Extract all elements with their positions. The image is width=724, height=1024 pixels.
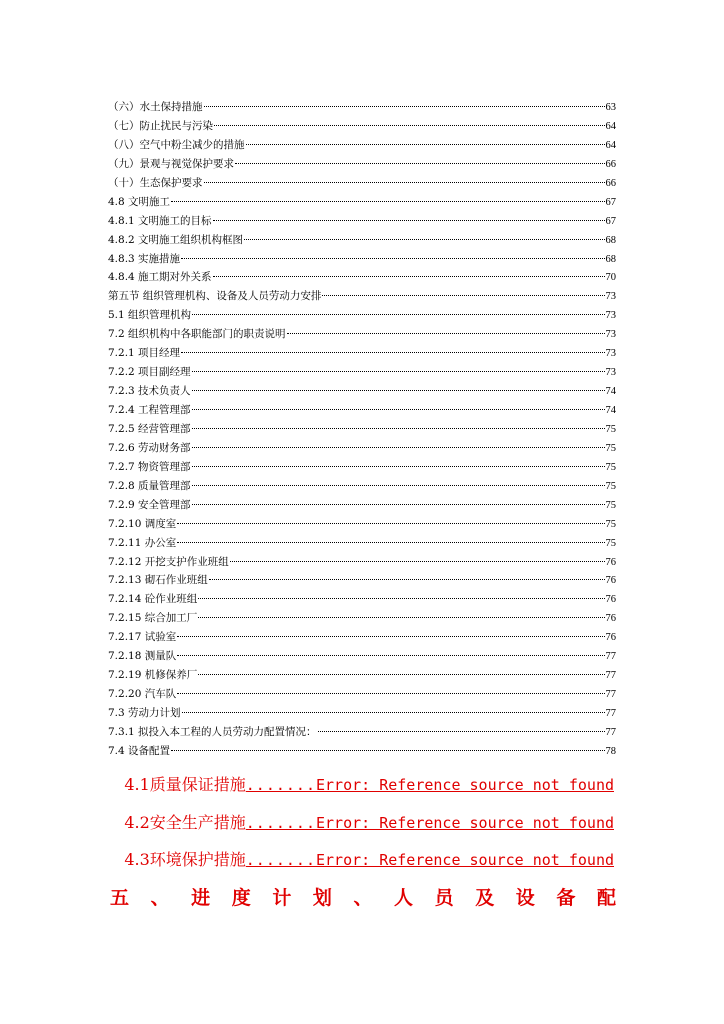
heading-char: 备 <box>556 887 576 909</box>
toc-dot-leader <box>182 712 605 713</box>
toc-entry-page-number: 73 <box>605 367 616 379</box>
toc-entry-page-number: 77 <box>605 670 616 682</box>
toc-entry-page-number: 67 <box>605 196 616 208</box>
toc-dot-leader <box>177 655 604 656</box>
toc-dot-leader <box>198 598 604 599</box>
toc-dot-leader <box>204 182 605 183</box>
toc-dot-leader <box>177 693 604 694</box>
toc-dot-leader <box>177 636 604 637</box>
heading-char: 设 <box>515 887 535 909</box>
toc-entry[interactable] <box>108 723 616 742</box>
toc-entry[interactable] <box>108 420 616 439</box>
toc-dot-leader <box>318 731 605 732</box>
toc-dot-leader <box>244 239 604 240</box>
error-entry-dots: ....... <box>245 814 316 832</box>
toc-entry[interactable] <box>108 363 616 382</box>
toc-entry[interactable] <box>108 250 616 269</box>
toc-dot-leader <box>213 276 605 277</box>
toc-entry-page-number: 75 <box>605 423 616 435</box>
toc-entry[interactable] <box>108 98 616 117</box>
toc-entry[interactable] <box>108 742 616 761</box>
toc-entry-page-number: 63 <box>605 102 616 113</box>
toc-entry[interactable] <box>108 287 616 306</box>
toc-dot-leader <box>322 295 604 296</box>
toc-entry-label: 7.2.18 测量队 <box>108 650 177 663</box>
toc-dot-leader <box>192 485 605 486</box>
toc-entry-label: 7.2.8 质量管理部 <box>108 479 191 492</box>
heading-char: 进 <box>191 887 211 909</box>
toc-entry-label: 7.2.20 汽车队 <box>108 688 177 701</box>
toc-entry[interactable] <box>108 704 616 723</box>
toc-entry-label: 7.2.1 项目经理 <box>108 347 181 360</box>
error-entry-dots: ....... <box>245 851 316 869</box>
toc-entry-page-number: 67 <box>605 215 616 227</box>
toc-entry[interactable] <box>108 666 616 685</box>
toc-entry-label: 7.2.2 项目副经理 <box>108 366 191 379</box>
toc-entry-label: 4.8.4 施工期对外关系 <box>108 271 212 284</box>
toc-entry-page-number: 76 <box>605 632 616 644</box>
toc-entry-label: 4.8.1 文明施工的目标 <box>108 214 212 227</box>
toc-entry-label: 7.3 劳动力计划 <box>108 707 181 719</box>
toc-dot-leader <box>192 504 605 505</box>
toc-entry[interactable] <box>108 174 616 193</box>
toc-dot-leader <box>287 333 605 334</box>
toc-entry[interactable] <box>108 647 616 666</box>
toc-dot-leader <box>198 674 604 675</box>
toc-entry-label: 4.8 文明施工 <box>108 195 171 208</box>
toc-entry[interactable] <box>108 571 616 590</box>
toc-entry[interactable] <box>108 590 616 609</box>
toc-entry[interactable] <box>108 325 616 344</box>
toc-entry-label: 7.2.14 砼作业班组 <box>108 593 198 606</box>
toc-entry-label: （六）水土保持措施 <box>108 101 203 113</box>
toc-entry-page-number: 64 <box>605 120 616 132</box>
toc-entry[interactable] <box>108 212 616 231</box>
toc-entry-page-number: 75 <box>605 499 616 511</box>
toc-dot-leader <box>177 523 604 524</box>
toc-error-entry-quality[interactable] <box>124 772 614 795</box>
toc-dot-leader <box>192 466 605 467</box>
toc-dot-leader <box>177 542 604 543</box>
toc-entry-page-number: 76 <box>605 594 616 606</box>
toc-dot-leader <box>230 561 605 562</box>
toc-entry-label: 7.3.1 拟投入本工程的人员劳动力配置情况： <box>108 725 317 738</box>
toc-entry[interactable] <box>108 344 616 363</box>
toc-dot-leader <box>192 409 605 410</box>
toc-error-entry-environment[interactable] <box>124 847 614 870</box>
toc-dot-leader <box>246 144 605 145</box>
toc-entry[interactable] <box>108 193 616 212</box>
heading-char: 及 <box>475 887 495 909</box>
section-heading <box>110 883 616 910</box>
toc-entry-label: （九）景观与视觉保护要求 <box>108 157 234 170</box>
toc-entry-page-number: 68 <box>605 234 616 246</box>
toc-entry-page-number: 75 <box>605 480 616 492</box>
toc-entry-label: 7.2.7 物资管理部 <box>108 460 191 473</box>
toc-entry[interactable] <box>108 496 616 515</box>
toc-entry-label: 7.2.13 砌石作业班组 <box>108 574 208 587</box>
toc-entry-label: 7.2.15 综合加工厂 <box>108 612 198 625</box>
toc-entry[interactable] <box>108 534 616 553</box>
toc-entry[interactable] <box>108 136 616 155</box>
toc-entry-label: 第五节 组织管理机构、设备及人员劳动力安排 <box>108 290 322 303</box>
heading-char: 度 <box>231 887 251 909</box>
toc-entry[interactable] <box>108 306 616 325</box>
toc-entry[interactable] <box>108 515 616 534</box>
toc-error-entry-safety[interactable] <box>124 810 614 833</box>
toc-entry-label: 7.2.3 技术负责人 <box>108 385 191 398</box>
heading-char: 划 <box>312 887 332 909</box>
heading-char: 人 <box>394 887 414 909</box>
toc-entry[interactable] <box>108 628 616 647</box>
toc-entry[interactable] <box>108 231 616 250</box>
toc-entry[interactable] <box>108 117 616 136</box>
toc-dot-leader <box>213 220 605 221</box>
toc-dot-leader <box>204 106 605 107</box>
toc-entry-label: 7.2.17 试验室 <box>108 631 177 644</box>
toc-entry-page-number: 73 <box>605 348 616 360</box>
toc-entry-page-number: 74 <box>605 386 616 398</box>
toc-entry-page-number: 64 <box>605 139 616 151</box>
toc-entry-page-number: 75 <box>605 537 616 549</box>
toc-dot-leader <box>198 617 604 618</box>
toc-dot-leader <box>181 258 604 259</box>
toc-entry-label: 7.2 组织机构中各职能部门的职责说明 <box>108 328 286 341</box>
toc-dot-leader <box>235 163 605 164</box>
toc-dot-leader <box>192 428 605 429</box>
toc-dot-leader <box>171 201 604 202</box>
toc-entry-page-number: 73 <box>605 329 616 341</box>
toc-entry-page-number: 66 <box>605 158 616 170</box>
toc-entry-page-number: 70 <box>605 272 616 284</box>
toc-entry-page-number: 76 <box>605 575 616 587</box>
toc-entry-page-number: 74 <box>605 405 616 416</box>
error-entry-title: 4.1质量保证措施 <box>124 775 246 794</box>
toc-dot-leader <box>171 750 604 751</box>
toc-entry-page-number: 78 <box>605 745 616 757</box>
toc-dot-leader <box>192 371 605 372</box>
toc-entry-page-number: 73 <box>605 310 616 322</box>
heading-char: 配 <box>596 887 616 909</box>
toc-entry-page-number: 76 <box>605 556 616 568</box>
toc-entry-page-number: 77 <box>605 689 616 701</box>
toc-entry-label: 4.8.3 实施措施 <box>108 252 181 265</box>
toc-entry[interactable] <box>108 439 616 458</box>
error-entry-message: Error: Reference source not found <box>315 776 614 794</box>
error-entry-title: 4.3环境保护措施 <box>124 850 246 869</box>
toc-dot-leader <box>181 352 604 353</box>
toc-entry-label: （八）空气中粉尘减少的措施 <box>108 138 245 151</box>
toc-entry-label: 7.2.10 调度室 <box>108 517 177 530</box>
toc-entry[interactable] <box>108 155 616 174</box>
toc-entry-page-number: 75 <box>605 518 616 530</box>
toc-entry-label: （七）防止扰民与污染 <box>108 119 213 132</box>
toc-entry-page-number: 75 <box>605 442 616 454</box>
toc-dot-leader <box>192 447 605 448</box>
toc-entry-page-number: 77 <box>605 651 616 663</box>
toc-entry[interactable] <box>108 401 616 420</box>
toc-entry[interactable] <box>108 382 616 401</box>
toc-entry-label: 7.2.19 机修保养厂 <box>108 669 198 682</box>
error-entry-message: Error: Reference source not found <box>315 851 614 869</box>
toc-entry-label: 7.2.11 办公室 <box>108 536 177 549</box>
toc-entry-label: 7.2.5 经营管理部 <box>108 422 191 435</box>
heading-char: 五 <box>110 887 130 909</box>
toc-entry[interactable] <box>108 458 616 477</box>
toc-entry[interactable] <box>108 268 616 287</box>
toc-dot-leader <box>209 579 605 580</box>
toc-entry-label: （十）生态保护要求 <box>108 176 203 189</box>
toc-entry-label: 5.1 组织管理机构 <box>108 309 192 322</box>
heading-char: 计 <box>272 887 292 909</box>
toc-entry-page-number: 76 <box>605 613 616 625</box>
toc-entry[interactable] <box>108 477 616 496</box>
toc-entry-page-number: 68 <box>605 253 616 265</box>
toc-entry-label: 4.8.2 文明施工组织机构框图 <box>108 233 244 246</box>
toc-entry-page-number: 73 <box>605 291 616 303</box>
error-entry-dots: ....... <box>245 776 316 794</box>
toc-entry-label: 7.2.12 开挖支护作业班组 <box>108 555 229 568</box>
heading-char: 、 <box>150 887 170 909</box>
toc-entry-page-number: 75 <box>605 461 616 473</box>
toc-entry-page-number: 66 <box>605 177 616 189</box>
toc-entry-page-number: 77 <box>605 726 616 738</box>
toc-entry-label: 7.2.4 工程管理部 <box>108 404 191 416</box>
toc-dot-leader <box>192 314 604 315</box>
heading-char: 员 <box>434 887 454 909</box>
toc-entry-page-number: 77 <box>605 708 616 719</box>
toc-entry[interactable] <box>108 609 616 628</box>
toc-entry[interactable] <box>108 553 616 572</box>
toc-entry-label: 7.4 设备配置 <box>108 744 171 757</box>
toc-entry[interactable] <box>108 685 616 704</box>
table-of-contents <box>108 98 616 761</box>
heading-char: 、 <box>353 887 373 909</box>
toc-dot-leader <box>214 125 605 126</box>
toc-entry-label: 7.2.9 安全管理部 <box>108 498 191 511</box>
toc-dot-leader <box>192 390 605 391</box>
error-entry-message: Error: Reference source not found <box>315 814 614 832</box>
toc-entry-label: 7.2.6 劳动财务部 <box>108 441 191 454</box>
error-entry-title: 4.2安全生产措施 <box>124 813 246 832</box>
